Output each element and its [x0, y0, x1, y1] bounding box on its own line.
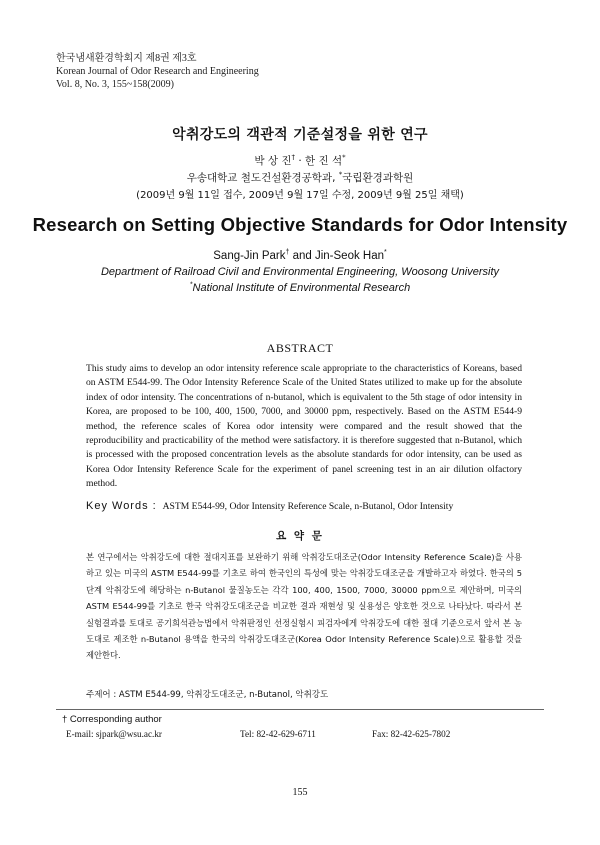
english-author-joiner: and — [289, 250, 315, 262]
contact-fax: Fax: 82-42-625-7802 — [372, 729, 451, 739]
footnote-divider — [56, 709, 544, 710]
contact-tel: Tel: 82-42-629-6711 — [240, 729, 316, 739]
english-affiliation-inst — [0, 282, 600, 294]
korean-dates: (2009년 9월 11일 접수, 2009년 9월 17일 수정, 2009년 9월 25일 채택) — [136, 190, 464, 201]
korean-author-1-mark: † — [291, 153, 295, 162]
abstract-heading: ABSTRACT — [266, 341, 334, 355]
korean-affiliation-univ: 우송대학교 철도건설환경공학과, — [186, 172, 339, 184]
korean-title: 악취강도의 객관적 기준설정을 위한 연구 — [172, 127, 428, 143]
korean-affiliation-mark: * — [338, 170, 343, 179]
korean-author-1: 박 상 진 — [254, 155, 292, 167]
journal-korean-name: 한국냄새환경학회지 제8권 제3호 — [56, 53, 197, 64]
english-author-1-mark: † — [285, 249, 290, 257]
korean-authors — [0, 153, 600, 168]
english-author-1: Sang-Jin Park — [213, 250, 286, 262]
keywords — [86, 500, 546, 512]
english-author-2: Jin-Seok Han — [314, 250, 385, 262]
journal-volume-info: Vol. 8, No. 3, 155~158(2009) — [56, 79, 175, 90]
corresponding-author-note: † Corresponding author — [62, 714, 162, 725]
english-author-2-mark: * — [384, 249, 387, 257]
english-affiliation-inst-name: National Institute of Environmental Research — [192, 282, 411, 294]
english-authors — [0, 250, 600, 262]
korean-keywords: 주제어 : ASTM E544-99, 악취강도대조군, n-Butanol, 악취강도 — [86, 690, 329, 700]
journal-english-name: Korean Journal of Odor Research and Engineering — [56, 66, 259, 77]
english-title: Research on Setting Objective Standards for Odor Intensity — [32, 214, 568, 235]
journal-header — [56, 52, 259, 91]
english-affiliation-dept: Department of Railroad Civil and Environmental Engineering, Woosong University — [100, 266, 500, 278]
korean-author-2: 한 진 석 — [305, 155, 343, 167]
keywords-text: ASTM E544-99, Odor Intensity Reference Scale, n-Butanol, Odor Intensity — [162, 501, 454, 512]
korean-abstract-heading: 요 약 문 — [276, 530, 324, 542]
page-number: 155 — [292, 787, 308, 798]
korean-affiliation — [0, 170, 600, 185]
contact-email: E-mail: sjpark@wsu.ac.kr — [66, 729, 162, 739]
korean-author-2-mark: * — [342, 153, 346, 162]
author-separator: · — [294, 155, 305, 167]
english-affiliation-mark: * — [189, 281, 193, 289]
korean-abstract-body: 본 연구에서는 악취강도에 대한 절대지표를 보완하기 위해 악취강도대조군(Odor Intensity Reference Scale)을 사용하고 있는 미국의 ASTM E544-99를 기초로 하여 한국인의 특성에 맞는 악취강도대조군을 개발하고자 하였다. 한국의 5단계 악취강도에 해당하는 n-Butanol 물질농도는 각각 100, 400, 1500, 7000, 30000 ppm으로 제안하며, 미국의 ASTM E544-99를 기초로 한국 악취강도대조군을 비교한 결과 재현성 및 실용성은 양호한 것으로 나타났다. 따라서 본 실험결과를 토대로 공기희석관능법에서 악취판정인 선정실험시 피검자에게 악취강도에 대한 절대 기준으로서 앞서 본 농도대로 제조한 n-Butanol 용액을 한국의 악취강도대조군(Korea Odor Intensity Reference Scale)으로 활용할 것을 제안한다. — [86, 552, 522, 661]
korean-affiliation-inst: 국립환경과학원 — [342, 172, 414, 184]
keywords-label: Key Words : — [86, 500, 157, 512]
abstract-body: This study aims to develop an odor intensity reference scale appropriate to the characteristics of Koreans, based on ASTM E544-99. The Odor Intensity Reference Scale of the United States utilized to make up for the absolute index of odor intensity. The concentrations of n-butanol, which is equivalent to the 5th stage of odor intensity in Korea, are proposed to be 100, 400, 1500, 7000, and 30000 ppm, respectively. Based on the ASTM E544-9 method, the reference scales of Korea odor intensity were compared and the result showed that the reproducibility and practicability of the method were satisfactory. it is therefore suggested that n-Butanol, which is processed with the proposed concentration levels as the absolute standards for odor intensity, can be used as Korea Odor Intensity Reference Scale for the experiment of panel screening test in an air dilution olfactory method. — [86, 363, 522, 490]
